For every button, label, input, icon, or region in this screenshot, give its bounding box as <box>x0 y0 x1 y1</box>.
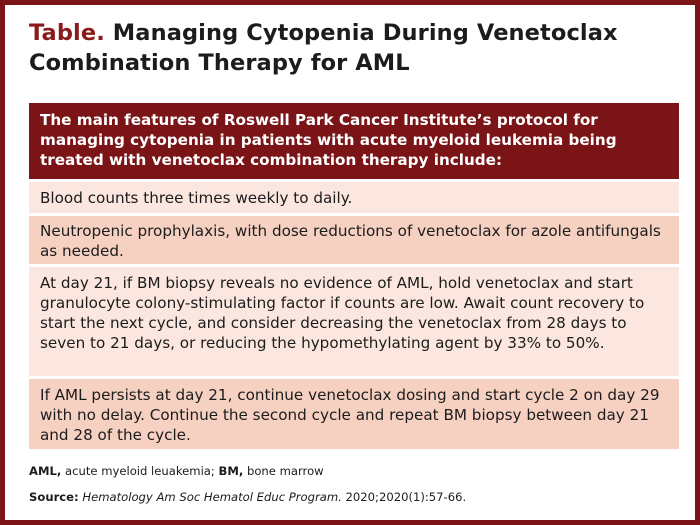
table-row: At day 21, if BM biopsy reveals no evidence of AML, hold venetoclax and start granulocyte colony-stimulating factor if counts are low. Await count recovery to start the next cycle, and consider decreasing the venetoclax from 28 days to seven to 21 days, or reducing the hypomethylating agent by 33% to 50%. <box>29 264 679 376</box>
source-journal: Hematology Am Soc Hematol Educ Program. <box>82 490 342 504</box>
def-aml: acute myeloid leuakemia; <box>61 464 219 478</box>
title-lead: Table. <box>29 20 105 46</box>
table-header: The main features of Roswell Park Cancer Institute’s protocol for managing cytopenia in patients with acute myeloid leukemia being treated with venetoclax combination therapy include: <box>29 103 679 179</box>
abbr-bm: BM, <box>218 464 244 478</box>
table-row: Neutropenic prophylaxis, with dose reductions of venetoclax for azole antifungals as needed. <box>29 213 679 264</box>
source-details: 2020;2020(1):57-66. <box>341 490 467 504</box>
abbreviations-footnote <box>29 463 679 479</box>
title-text: Managing Cytopenia During Venetoclax Combination Therapy for AML <box>29 20 618 76</box>
def-bm: bone marrow <box>243 464 324 478</box>
page-title <box>29 18 679 78</box>
abbr-aml: AML, <box>29 464 62 478</box>
table-row: Blood counts three times weekly to daily. <box>29 179 679 213</box>
source-label: Source: <box>29 490 79 504</box>
protocol-table <box>29 103 679 449</box>
source-citation <box>29 489 679 505</box>
table-row: If AML persists at day 21, continue venetoclax dosing and start cycle 2 on day 29 with no delay. Continue the second cycle and repeat BM biopsy between day 21 and 28 of the cycle. <box>29 376 679 449</box>
